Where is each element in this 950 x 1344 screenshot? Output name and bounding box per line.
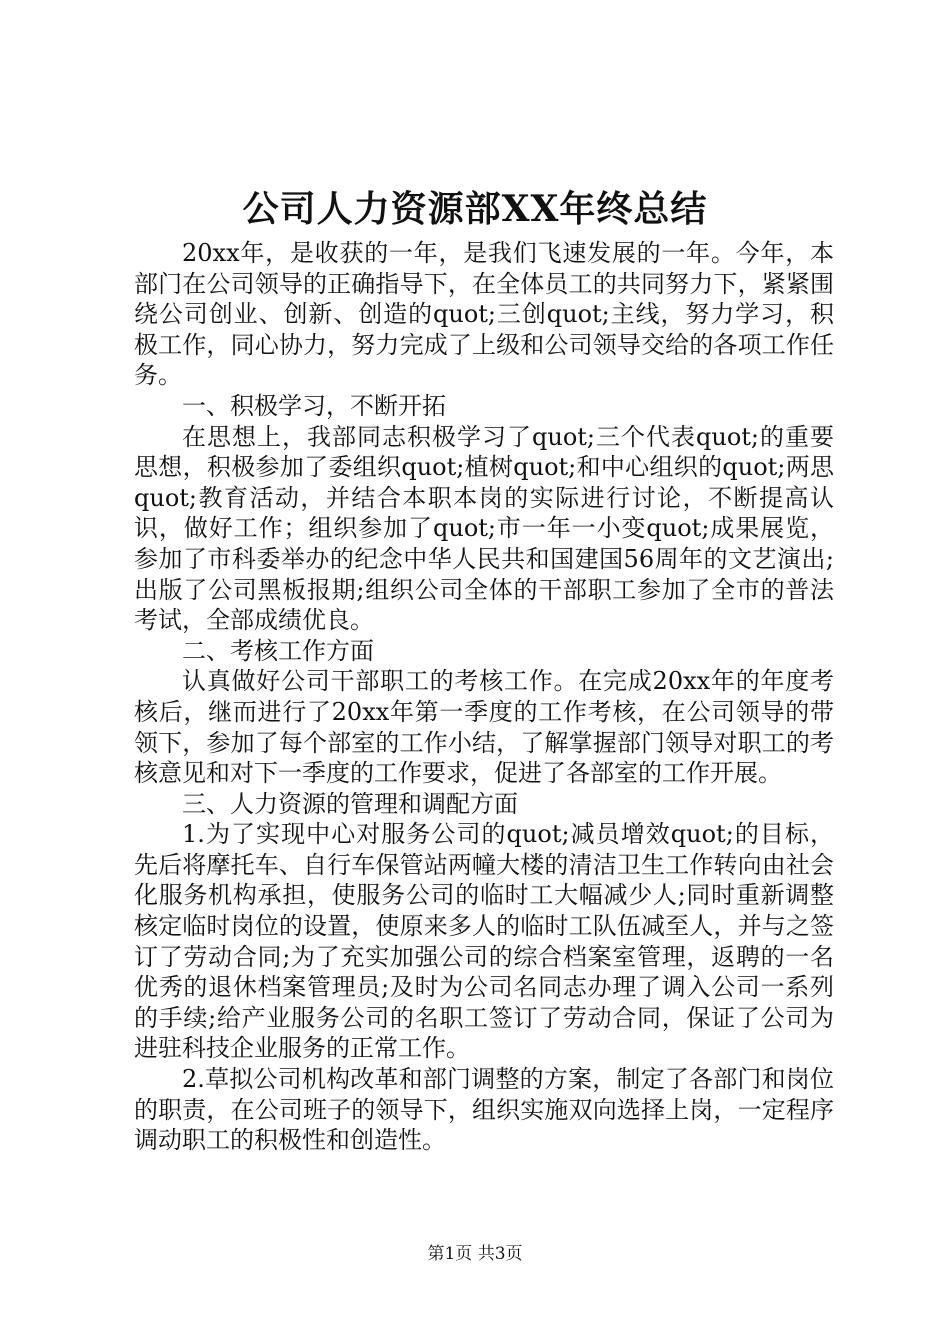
document-body	[134, 238, 834, 1156]
section-heading-2: 二、考核工作方面	[182, 636, 374, 665]
section-3-paragraph-1: 1.为了实现中心对服务公司的quot;减员增效quot;的目标，先后将摩托车、自行车保管站两幢大楼的清洁卫生工作转向由社会化服务机构承担，使服务公司的临时工大幅减少人;同时重新调整核定临时岗位的设置，使原来多人的临时工队伍减至人，并与之签订了劳动合同;为了充实加强公司的综合档案室管理，返聘的一名优秀的退休档案管理员;及时为公司名同志办理了调入公司一系列的手续;给产业服务公司的名职工签订了劳动合同，保证了公司为进驻科技企业服务的正常工作。	[134, 820, 834, 1063]
document-title: 公司人力资源部XX年终总结	[242, 188, 708, 230]
page-number-footer: 第1页 共3页	[427, 1244, 523, 1264]
section-1-paragraph: 在思想上，我部同志积极学习了quot;三个代表quot;的重要思想，积极参加了委组织quot;植树quot;和中心组织的quot;两思quot;教育活动，并结合本职本岗的实际进行讨论，不断提高认识，做好工作；组织参加了quot;市一年一小变quot;成果展览，参加了市科委举办的纪念中华人民共和国建国56周年的文艺演出;出版了公司黑板报期;组织公司全体的干部职工参加了全市的普法考试，全部成绩优良。	[134, 422, 834, 635]
intro-paragraph: 20xx年，是收获的一年，是我们飞速发展的一年。今年，本部门在公司领导的正确指导下，在全体员工的共同努力下，紧紧围绕公司创业、创新、创造的quot;三创quot;主线，努力学习，积极工作，同心协力，努力完成了上级和公司领导交给的各项工作任务。	[134, 239, 834, 390]
section-2-paragraph: 认真做好公司干部职工的考核工作。在完成20xx年的年度考核后，继而进行了20xx年第一季度的工作考核，在公司领导的带领下，参加了每个部室的工作小结，了解掌握部门领导对职工的考核意见和对下一季度的工作要求，促进了各部室的工作开展。	[134, 667, 834, 788]
section-heading-3: 三、人力资源的管理和调配方面	[182, 789, 518, 818]
section-3-paragraph-2: 2.草拟公司机构改革和部门调整的方案，制定了各部门和岗位的职责，在公司班子的领导下，组织实施双向选择上岗，一定程序调动职工的积极性和创造性。	[134, 1065, 834, 1155]
section-heading-1: 一、积极学习，不断开拓	[182, 391, 446, 420]
